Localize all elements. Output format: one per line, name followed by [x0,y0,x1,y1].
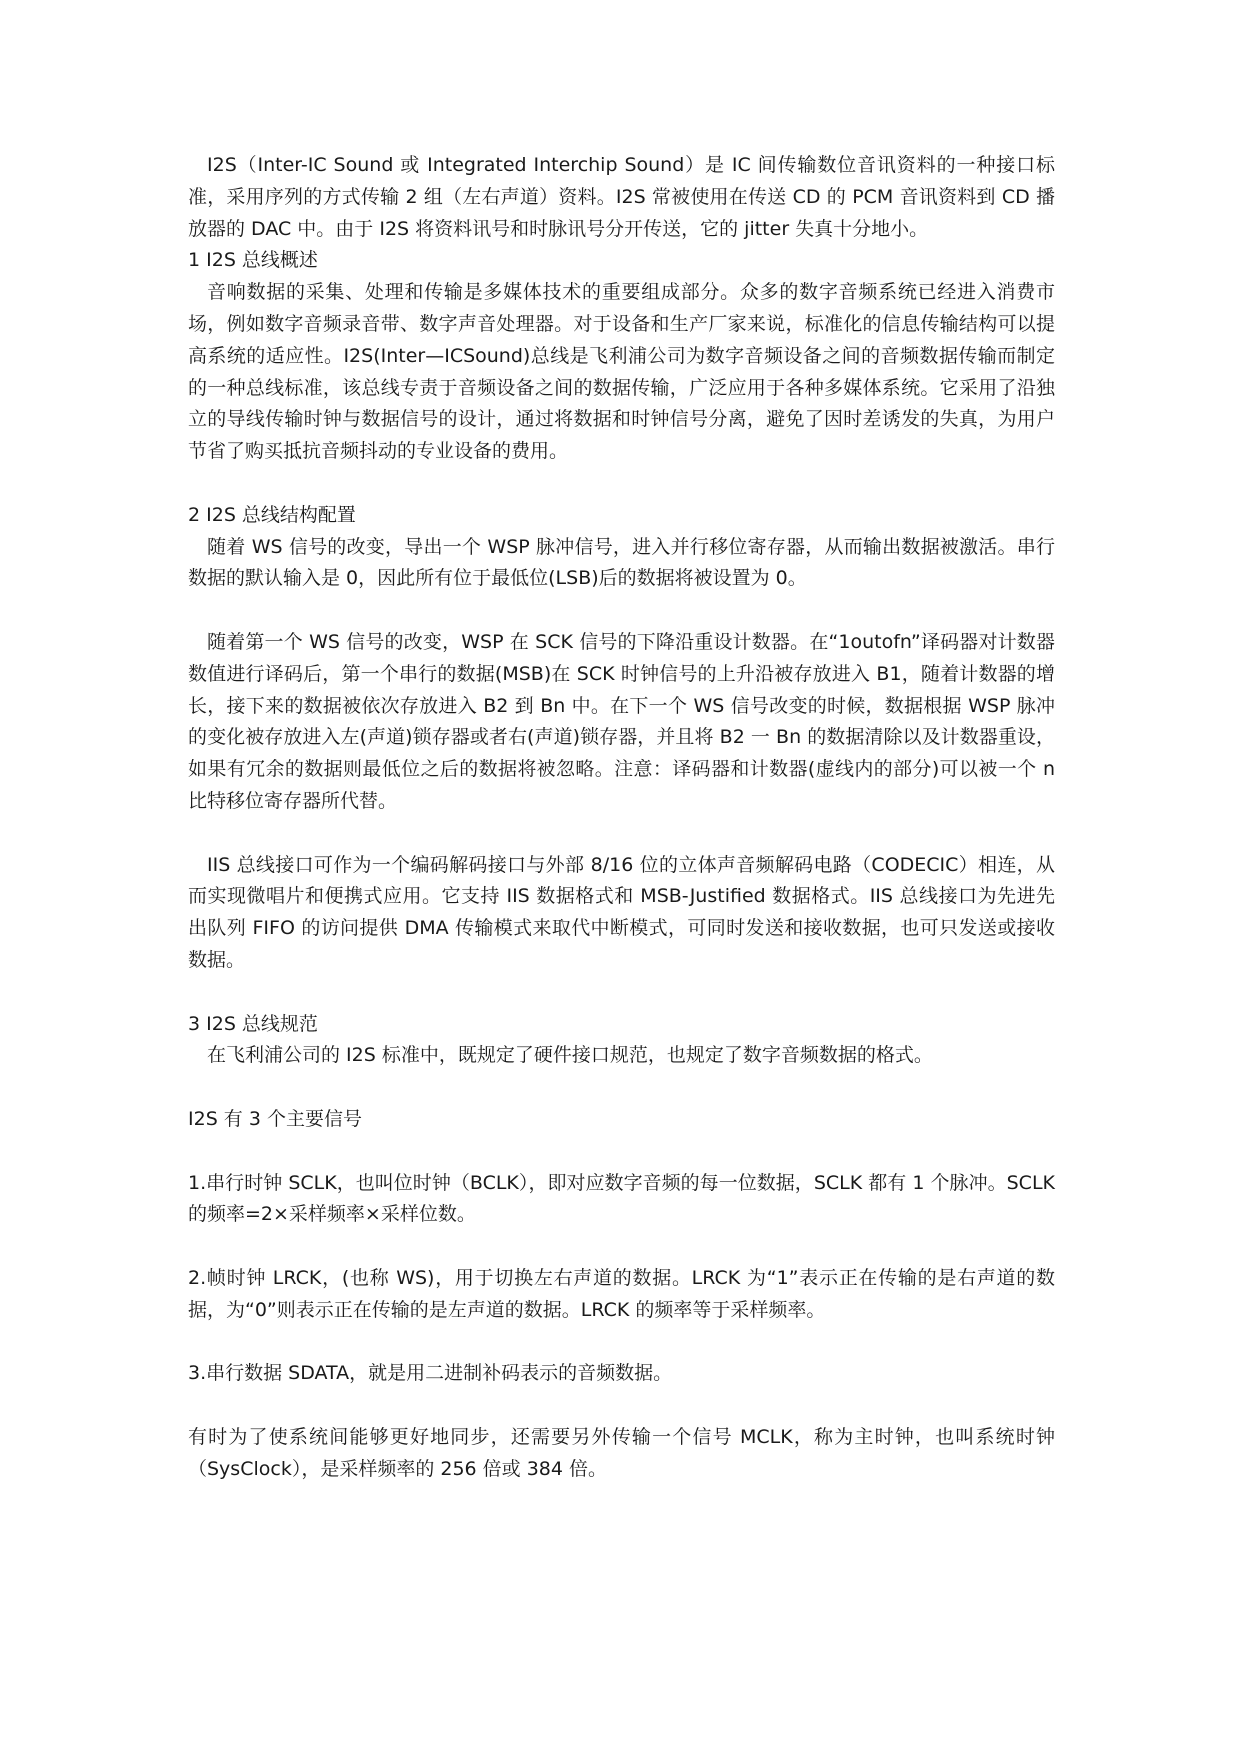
section-3-heading: 3 I2S 总线规范 [188,1012,318,1035]
signal-sdata-item: 3.串行数据 SDATA，就是用二进制补码表示的音频数据。 [188,1362,673,1385]
section-2-paragraph-1: 随着 WS 信号的改变，导出一个 WSP 脉冲信号，进入并行移位寄存器，从而输出数据被激活。串行数据的默认输入是 0，因此所有位于最低位(LSB)后的数据将被设置为 0。 [188,535,1055,590]
section-3-paragraph: 在飞利浦公司的 I2S 标准中，既规定了硬件接口规范，也规定了数字音频数据的格式。 [207,1044,933,1067]
section-2-paragraph-2: 随着第一个 WS 信号的改变，WSP 在 SCK 信号的下降沿重设计数器。在“1outofn”译码器对计数器数值进行译码后，第一个串行的数据(MSB)在 SCK 时钟信号的上升沿被存放进入 B1，随着计数器的增长，接下来的数据被依次存放进入 B2 到 Bn 中。在下一个 WS 信号改变的时候，数据根据 WSP 脉冲的变化被存放进入左(声道)锁存器或者右(声道)锁存器，并且将 B2 一 Bn 的数据清除以及计数器重设，如果有冗余的数据则最低位之后的数据将被忽略。注意：译码器和计数器(虚线内的部分)可以被一个 n 比特移位寄存器所代替。 [188,630,1055,812]
signal-sclk-item: 1.串行时钟 SCLK，也叫位时钟（BCLK），即对应数字音频的每一位数据，SCLK 都有 1 个脉冲。SCLK 的频率=2×采样频率×采样位数。 [188,1171,1055,1226]
mclk-paragraph: 有时为了使系统间能够更好地同步，还需要另外传输一个信号 MCLK，称为主时钟，也叫系统时钟（SysClock），是采样频率的 256 倍或 384 倍。 [188,1425,1055,1480]
signals-intro: I2S 有 3 个主要信号 [188,1107,362,1130]
section-2-paragraph-3: IIS 总线接口可作为一个编码解码接口与外部 8/16 位的立体声音频解码电路（CODECIC）相连，从而实现微唱片和便携式应用。它支持 IIS 数据格式和 MSB-Justified 数据格式。IIS 总线接口为先进先出队列 FIFO 的访问提供 DMA 传输模式来取代中断模式，可同时发送和接收数据，也可只发送或接收数据。 [188,853,1055,971]
section-1-heading: 1 I2S 总线概述 [188,249,318,272]
section-2-heading: 2 I2S 总线结构配置 [188,503,356,526]
intro-paragraph: I2S（Inter-IC Sound 或 Integrated Interchip Sound）是 IC 间传输数位音讯资料的一种接口标准，采用序列的方式传输 2 组（左右声道）资料。I2S 常被使用在传送 CD 的 PCM 音讯资料到 CD 播放器的 DAC 中。由于 I2S 将资料讯号和时脉讯号分开传送，它的 jitter 失真十分地小。 [188,154,1055,240]
section-1-paragraph: 音响数据的采集、处理和传输是多媒体技术的重要组成部分。众多的数字音频系统已经进入消费市场，例如数字音频录音带、数字声音处理器。对于设备和生产厂家来说，标准化的信息传输结构可以提高系统的适应性。I2S(Inter—ICSound)总线是飞利浦公司为数字音频设备之间的音频数据传输而制定的一种总线标准，该总线专责于音频设备之间的数据传输，广泛应用于各种多媒体系统。它采用了沿独立的导线传输时钟与数据信号的设计，通过将数据和时钟信号分离，避免了因时差诱发的失真，为用户节省了购买抵抗音频抖动的专业设备的费用。 [188,281,1055,463]
document-body [188,150,1055,1485]
signal-lrck-item: 2.帧时钟 LRCK，(也称 WS)，用于切换左右声道的数据。LRCK 为“1”表示正在传输的是右声道的数据，为“0”则表示正在传输的是左声道的数据。LRCK 的频率等于采样频率。 [188,1266,1055,1321]
